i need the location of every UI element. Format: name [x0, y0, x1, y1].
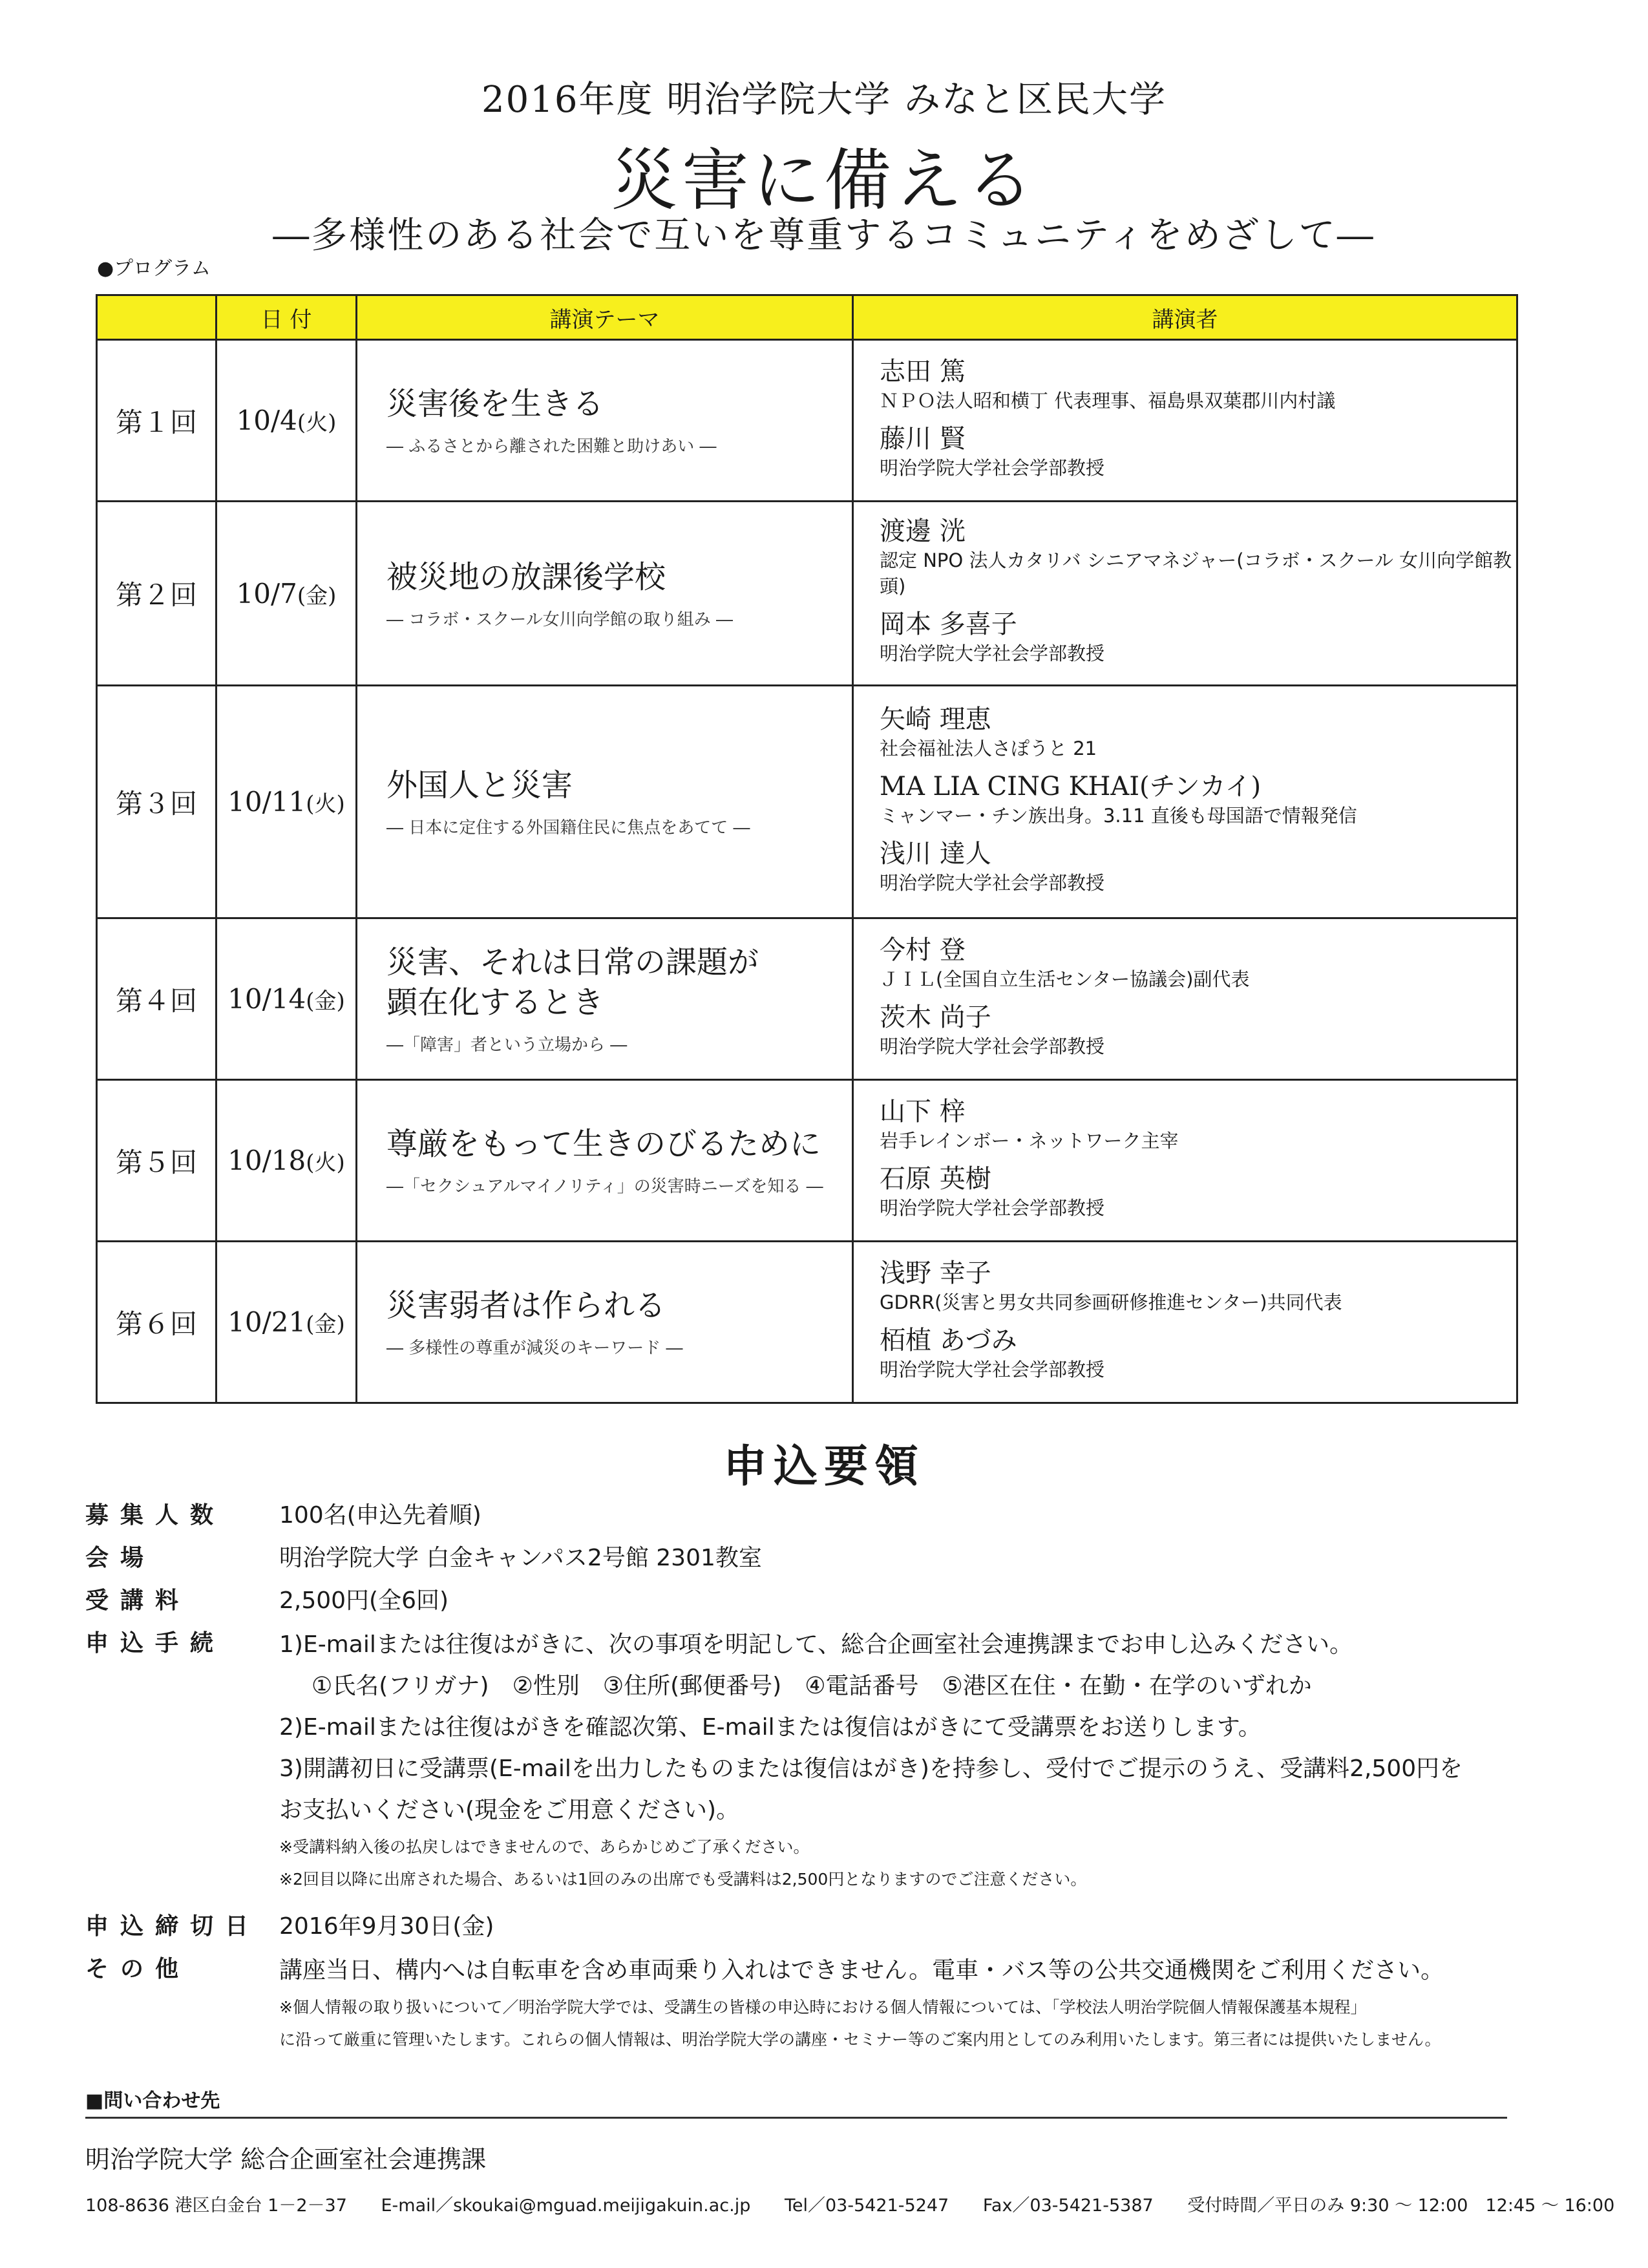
procedure-row [85, 1624, 1533, 1896]
deadline-label: 申込締切日 [85, 1913, 260, 1940]
column-header-date: 日 付 [217, 295, 357, 340]
other-text: 講座当日、構内へは自転車を含め車両乗り入れはできません。電車・バス等の公共交通機関をご利用ください。 [279, 1957, 1444, 1984]
contact-tel: Tel／03-5421-5247 [784, 2196, 949, 2216]
fee-value: 2,500円(全6回) [279, 1587, 449, 1614]
date-value: 10/14 [227, 983, 306, 1015]
theme-title: 被災地の放課後学校 [386, 558, 666, 595]
date-value: 10/21 [227, 1306, 306, 1338]
table-row [97, 1242, 1517, 1403]
theme-subtitle: ― ふるさとから離された困難と助けあい ― [386, 437, 717, 456]
session-theme [357, 686, 853, 918]
theme-subtitle: ―「セクシュアルマイノリティ」の災害時ニーズを知る ― [386, 1177, 823, 1196]
contact-divider [85, 2117, 1507, 2119]
speaker [880, 1001, 1516, 1059]
procedure-label: 申込手続 [85, 1630, 226, 1657]
session-speakers [853, 502, 1517, 686]
venue-label: 会場 [85, 1545, 156, 1571]
session-number: 第４回 [97, 918, 217, 1080]
session-theme [357, 340, 853, 502]
session-number: 第６回 [97, 1242, 217, 1403]
theme-subtitle: ― 多様性の尊重が減災のキーワード ― [386, 1339, 683, 1358]
contact-email[interactable]: E-mail／skoukai@mguad.meijigakuin.ac.jp [381, 2196, 751, 2216]
session-speakers [853, 1080, 1517, 1242]
procedure-step-2: 2)E-mailまたは往復はがきを確認次第、E-mailまたは復信はがきにて受講票をお送りします。 [279, 1714, 1262, 1741]
speaker-name: MA LIA CING KHAI(チンカイ) [880, 771, 1262, 801]
contact-organization: 明治学院大学 総合企画室社会連携課 [85, 2145, 487, 2174]
speaker [880, 934, 1516, 992]
speaker-affiliation: 明治学院大学社会学部教授 [880, 1035, 1105, 1057]
date-value: 10/4 [236, 405, 297, 436]
contact-details [85, 2191, 1615, 2216]
speaker-name: 栢植 あづみ [880, 1325, 1017, 1355]
program-header-row [97, 295, 1517, 340]
table-row [97, 686, 1517, 918]
table-row [97, 1080, 1517, 1242]
speaker-name: 今村 登 [880, 935, 966, 965]
speaker-affiliation: ミャンマー・チン族出身。3.11 直後も母国語で情報発信 [880, 804, 1357, 827]
speaker-name: 渡邊 洸 [880, 516, 966, 546]
session-date [217, 1080, 357, 1242]
theme-subtitle: ―「障害」者という立場から ― [386, 1035, 628, 1055]
column-header [97, 295, 217, 340]
program-table [96, 294, 1518, 1404]
session-theme [357, 502, 853, 686]
speaker [880, 355, 1516, 414]
table-row [97, 340, 1517, 502]
procedure-step-3-cont: お支払いください(現金をご用意ください)。 [279, 1797, 740, 1823]
speaker-affiliation: 明治学院大学社会学部教授 [880, 871, 1105, 894]
theme-title: 外国人と災害 [386, 767, 573, 803]
speaker-affiliation: 社会福祉法人さぽうと 21 [880, 737, 1097, 759]
session-number: 第３回 [97, 686, 217, 918]
weekday: (金) [297, 582, 337, 609]
session-date [217, 502, 357, 686]
theme-title: 災害弱者は作られる [386, 1288, 666, 1324]
column-header-theme: 講演テーマ [357, 295, 853, 340]
speaker-affiliation: 認定 NPO 法人カタリバ シニアマネジャー(コラボ・スクール 女川向学館教頭) [880, 549, 1512, 597]
fee-label: 受講料 [85, 1587, 191, 1614]
theme-subtitle: ― コラボ・スクール女川向学館の取り組み ― [386, 609, 734, 630]
speaker-name: 岡本 多喜子 [880, 609, 1017, 639]
session-date [217, 686, 357, 918]
deadline-row [85, 1907, 1533, 1946]
speaker-name: 矢崎 理恵 [880, 704, 991, 734]
session-number: 第５回 [97, 1080, 217, 1242]
other-value [279, 1950, 1533, 2056]
weekday: (火) [297, 410, 337, 436]
capacity-row [85, 1496, 1533, 1535]
speaker-name: 志田 篤 [880, 356, 966, 387]
session-number: 第２回 [97, 502, 217, 686]
speaker-affiliation: 明治学院大学社会学部教授 [880, 642, 1105, 664]
theme-title: 尊厳をもって生きのびるために [386, 1126, 821, 1162]
speaker [880, 1163, 1516, 1221]
weekday: (火) [306, 791, 345, 817]
session-date [217, 918, 357, 1080]
speaker-name: 浅川 達人 [880, 838, 991, 869]
speaker [880, 515, 1516, 599]
contact-label: ■問い合わせ先 [85, 2090, 220, 2112]
procedure-step-1: 1)E-mailまたは往復はがきに、次の事項を明記して、総合企画室社会連携課までお申し込みください。 [279, 1631, 1353, 1658]
speaker [880, 608, 1516, 666]
speaker-name: 石原 英樹 [880, 1163, 991, 1194]
deadline-value: 2016年9月30日(金) [279, 1913, 494, 1940]
speaker [880, 703, 1516, 761]
capacity-value: 100名(申込先着順) [279, 1502, 481, 1529]
speaker-name: 浅野 幸子 [880, 1258, 991, 1288]
privacy-note-2: に沿って厳重に管理いたします。これらの個人情報は、明治学院大学の講座・セミナー等のご案内用としてのみ利用いたします。第三者には提供いたしません。 [279, 2030, 1441, 2049]
speaker-affiliation: 明治学院大学社会学部教授 [880, 1358, 1105, 1381]
speaker-name: 藤川 賢 [880, 423, 966, 454]
procedure-step-3: 3)開講初日に受講票(E-mailを出力したものまたは復信はがき)を持参し、受付でご提示のうえ、受講料2,500円を [279, 1755, 1463, 1782]
fee-row [85, 1582, 1533, 1620]
speaker-affiliation: ＪＩＬ(全国自立生活センター協議会)副代表 [880, 968, 1250, 990]
speaker [880, 423, 1516, 481]
speaker-name: 茨木 尚子 [880, 1002, 991, 1032]
application-title: 申込要領 [723, 1441, 925, 1492]
table-row [97, 918, 1517, 1080]
session-speakers [853, 1242, 1517, 1403]
date-value: 10/11 [227, 786, 306, 818]
speaker-affiliation: GDRR(災害と男女共同参画研修推進センター)共同代表 [880, 1291, 1342, 1313]
session-date [217, 1242, 357, 1403]
speaker [880, 838, 1516, 896]
speaker [880, 1324, 1516, 1383]
weekday: (金) [306, 988, 345, 1014]
speaker-affiliation: 明治学院大学社会学部教授 [880, 1196, 1105, 1219]
capacity-label: 募集人数 [85, 1502, 226, 1529]
page-subtitle: ―多様性のある社会で互いを尊重するコミュニティをめざして― [273, 215, 1375, 257]
program-label: ●プログラム [97, 257, 211, 280]
date-value: 10/18 [227, 1145, 306, 1176]
speaker-name: 山下 梓 [880, 1096, 966, 1127]
refund-note: ※受講料納入後の払戻しはできませんので、あらかじめご了承ください。 [279, 1838, 810, 1856]
procedure-step-1-items: ①氏名(フリガナ) ②性別 ③住所(郵便番号) ④電話番号 ⑤港区在住・在勤・在学のいずれか [312, 1673, 1312, 1699]
session-theme [357, 1080, 853, 1242]
speaker-affiliation: 岩手レインボー・ネットワーク主宰 [880, 1129, 1179, 1152]
theme-title: 災害後を生きる [386, 386, 604, 422]
speaker [880, 1096, 1516, 1154]
session-theme [357, 1242, 853, 1403]
table-row [97, 502, 1517, 686]
attendance-note: ※2回目以降に出席された場合、あるいは1回のみの出席でも受講料は2,500円となりますのでご注意ください。 [279, 1870, 1087, 1889]
application-details [85, 1496, 1533, 2060]
venue-row [85, 1539, 1533, 1578]
weekday: (金) [306, 1311, 345, 1337]
column-header-speakers: 講演者 [853, 295, 1517, 340]
procedure-value [279, 1624, 1533, 1896]
venue-value: 明治学院大学 白金キャンパス2号館 2301教室 [279, 1545, 762, 1571]
speaker-affiliation: 明治学院大学社会学部教授 [880, 456, 1105, 479]
other-label: その他 [85, 1956, 191, 1982]
session-speakers [853, 918, 1517, 1080]
session-theme [357, 918, 853, 1080]
speaker [880, 1257, 1516, 1315]
speaker [880, 770, 1516, 829]
contact-fax: Fax／03-5421-5387 [982, 2196, 1154, 2216]
contact-address: 108-8636 港区白金台 1－2－37 [85, 2196, 347, 2216]
session-date [217, 340, 357, 502]
year-line: 2016年度 明治学院大学 みなと区民大学 [481, 79, 1167, 121]
speaker-affiliation: ＮＰＯ法人昭和横丁 代表理事、福島県双葉郡川内村議 [880, 389, 1336, 412]
privacy-note-1: ※個人情報の取り扱いについて／明治学院大学では、受講生の皆様の申込時における個人情報については、「学校法人明治学院個人情報保護基本規程」 [279, 1998, 1367, 2017]
contact-hours: 受付時間／平日のみ 9:30 ～ 12:00 12:45 ～ 16:00 [1187, 2196, 1615, 2216]
page-title: 災害に備える [610, 141, 1037, 220]
weekday: (火) [306, 1150, 345, 1176]
date-value: 10/7 [236, 577, 297, 609]
session-number: 第１回 [97, 340, 217, 502]
session-speakers [853, 340, 1517, 502]
other-row [85, 1950, 1533, 2056]
theme-title: 災害、それは日常の課題が 顕在化するとき [386, 944, 759, 1021]
session-speakers [853, 686, 1517, 918]
theme-subtitle: ― 日本に定住する外国籍住民に焦点をあてて ― [386, 818, 750, 838]
